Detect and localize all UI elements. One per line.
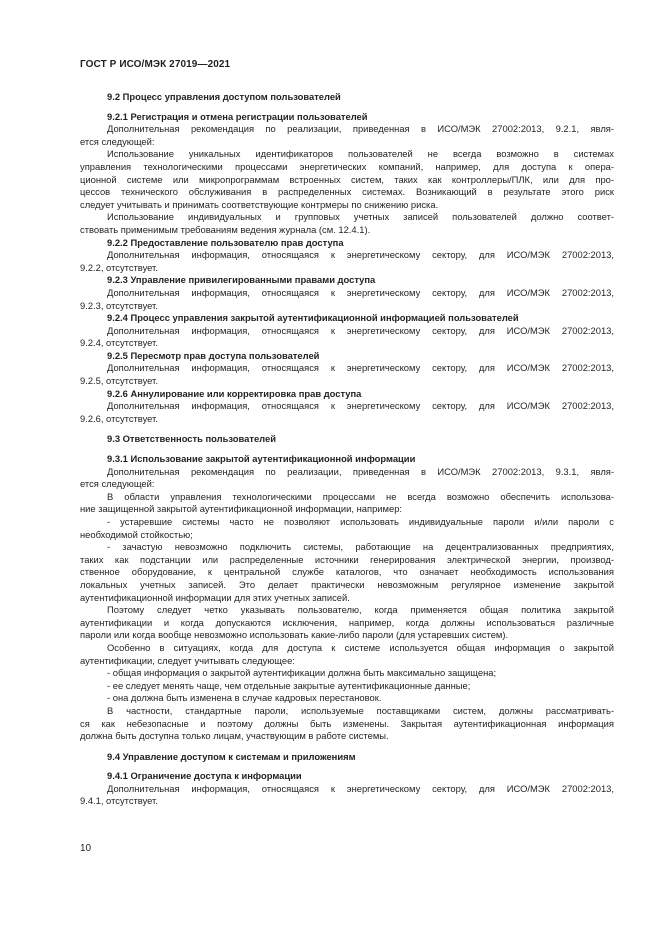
text-line: аутентификационной информации для этих учетных записей.: [80, 591, 350, 603]
text-line: цессов технического обслуживания в распределенных системах. Возникающий в результате этого риск: [80, 186, 614, 198]
text-line: ется следующей:: [80, 135, 155, 147]
document-header: ГОСТ Р ИСО/МЭК 27019—2021: [80, 59, 231, 70]
text-line: Дополнительная информация, относящаяся к энергетическому сектору, для ИСО/МЭК 27002:2013,: [107, 782, 614, 794]
section-9-2-1-title: 9.2.1 Регистрация и отмена регистрации пользователей: [107, 110, 368, 122]
text-line: ционной системе или микропрограммам встроенных систем, таких как контроллеры/ПЛК, или для про-: [80, 173, 614, 185]
text-line: необходимой стойкостью;: [80, 528, 193, 540]
text-line: должна быть доступна только лицам, участвующим в работе системы.: [80, 730, 389, 742]
text-line: ние защищенной закрытой аутентификационной информации, например:: [80, 503, 403, 515]
text-line: 9.2.6, отсутствует.: [80, 412, 158, 424]
section-9-4-title: 9.4 Управление доступом к системам и приложениям: [107, 750, 356, 762]
text-line: ствовать применимым требованиям ведения журнала (см. 12.4.1).: [80, 223, 371, 235]
section-9-2-2-title: 9.2.2 Предоставление пользователю прав доступа: [107, 236, 344, 248]
section-9-4-1-title: 9.4.1 Ограничение доступа к информации: [107, 770, 302, 782]
text-line: локальных учетных записей. Это делает практически невозможным регулярное изменение закрытой: [80, 578, 614, 590]
text-line: 9.4.1, отсутствует.: [80, 795, 158, 807]
text-line: В частности, стандартные пароли, используемые поставщиками систем, должны рассматривать-: [107, 704, 614, 716]
text-line: Поэтому следует четко указывать пользователю, когда применяется общая политика закрытой: [107, 604, 614, 616]
text-line: таких как подстанции или распределенные источники генерирования электрической энергии, производ-: [80, 553, 614, 565]
text-line: ется следующей:: [80, 478, 155, 490]
text-line: Использование индивидуальных и групповых учетных записей пользователей должно соответ-: [107, 211, 614, 223]
text-line: Использование уникальных идентификаторов пользователей не всегда возможно в системах: [107, 148, 614, 160]
text-line: Особенно в ситуациях, когда для доступа к системе используется общая информация о закрытой: [107, 641, 614, 653]
section-9-2-6-title: 9.2.6 Аннулирование или корректировка прав доступа: [107, 387, 362, 399]
list-item: - она должна быть изменена в случае кадровых перестановок.: [107, 692, 382, 704]
text-line: Дополнительная рекомендация по реализации, приведенная в ИСО/МЭК 27002:2013, 9.3.1, явля-: [107, 465, 614, 477]
text-line: управления технологическими процессами энергетических компаний, например, для доступа к опера-: [80, 160, 614, 172]
text-line: Дополнительная информация, относящаяся к энергетическому сектору, для ИСО/МЭК 27002:2013,: [107, 362, 614, 374]
list-item: - ее следует менять чаще, чем отдельные закрытые аутентификационные данные;: [107, 679, 471, 691]
text-line: аутентификации и когда допускаются исключения, например, когда должны использоваться различные: [80, 616, 614, 628]
list-item: - общая информация о закрытой аутентификации должна быть максимально защищена;: [107, 667, 497, 679]
text-line: Дополнительная информация, относящаяся к энергетическому сектору, для ИСО/МЭК 27002:2013,: [107, 249, 614, 261]
text-line: Дополнительная информация, относящаяся к энергетическому сектору, для ИСО/МЭК 27002:2013,: [107, 400, 614, 412]
text-line: ся как небезопасные и поэтому должны быть изменены. Закрытая аутентификационная информация: [80, 717, 614, 729]
text-line: ственное оборудование, к центральной службе каталогов, что означает необходимость использования: [80, 566, 614, 578]
text-line: аутентификации, следует учитывать следующее:: [80, 654, 295, 666]
text-line: 9.2.2, отсутствует.: [80, 261, 158, 273]
section-9-2-5-title: 9.2.5 Пересмотр прав доступа пользователей: [107, 349, 320, 361]
section-9-2-3-title: 9.2.3 Управление привилегированными правами доступа: [107, 274, 376, 286]
text-line: 9.2.4, отсутствует.: [80, 337, 158, 349]
text-line: В области управления технологическими процессами не всегда возможно обеспечить использова-: [107, 490, 614, 502]
section-9-2-title: 9.2 Процесс управления доступом пользователей: [107, 91, 341, 102]
list-item: - устаревшие системы часто не позволяют использовать индивидуальные пароли и/или пароли с: [107, 516, 614, 527]
text-line: следует учитывать и принимать соответствующие контрмеры по снижению риска.: [80, 198, 439, 210]
text-line: пароли или когда вообще невозможно использовать какие-либо пароли (для устаревших систем).: [80, 629, 509, 641]
text-line: 9.2.5, отсутствует.: [80, 375, 158, 387]
section-9-3-title: 9.3 Ответственность пользователей: [107, 433, 276, 445]
text-line: Дополнительная информация, относящаяся к энергетическому сектору, для ИСО/МЭК 27002:2013,: [107, 286, 614, 298]
page-number: 10: [80, 843, 92, 854]
section-9-2-4-title: 9.2.4 Процесс управления закрытой аутентификационной информацией пользователей: [107, 312, 519, 324]
list-item: - зачастую невозможно подключить системы, работающие на децентрализованных предприятиях,: [107, 541, 614, 553]
text-line: Дополнительная информация, относящаяся к энергетическому сектору, для ИСО/МЭК 27002:2013,: [107, 324, 614, 336]
text-line: 9.2.3, отсутствует.: [80, 299, 158, 311]
text-line: Дополнительная рекомендация по реализации, приведенная в ИСО/МЭК 27002:2013, 9.2.1, явля-: [107, 123, 614, 135]
section-9-3-1-title: 9.3.1 Использование закрытой аутентификационной информации: [107, 453, 416, 465]
document-body: [80, 91, 614, 808]
